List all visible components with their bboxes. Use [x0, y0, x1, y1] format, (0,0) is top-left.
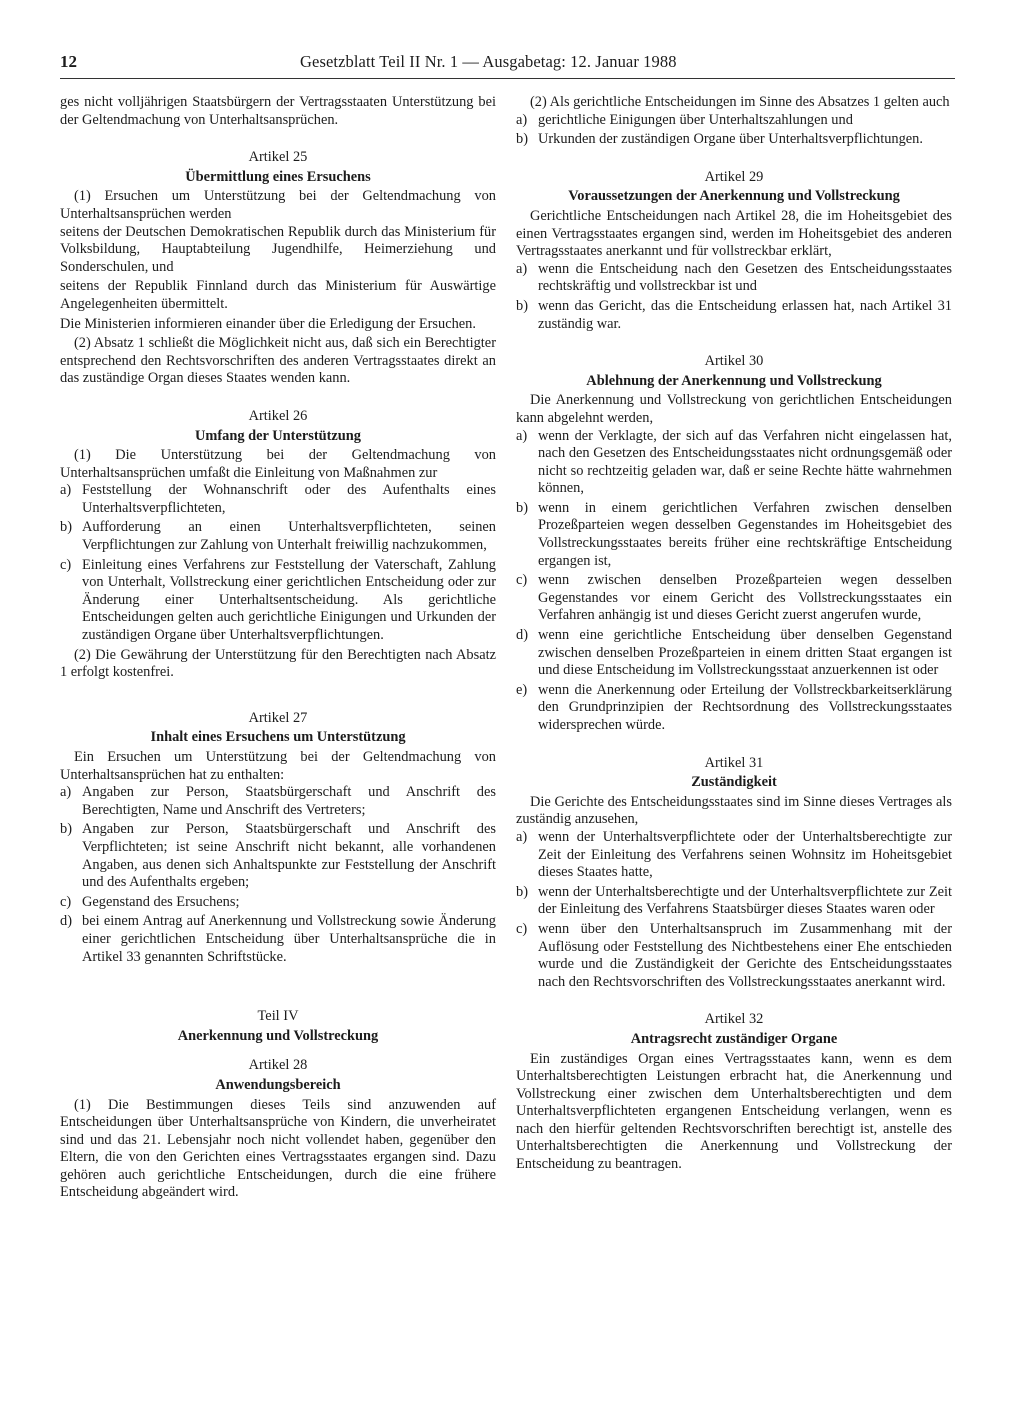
article-heading: Artikel 28 — [248, 1057, 308, 1074]
list-text: Angaben zur Person, Staatsbürgerschaft und Anschrift des Berechtigten, Name und Anschrift des Vertreters; — [82, 784, 496, 818]
article-heading: Artikel 30 — [704, 353, 764, 370]
list-item — [60, 821, 496, 891]
list-label: b) — [60, 821, 72, 838]
paragraph: Die Gerichte des Entscheidungsstaates sind im Sinne dieses Vertrages als zuständig anzusehen, — [516, 793, 952, 828]
list-item — [516, 572, 952, 625]
list-text: Gegenstand des Ersuchens; — [82, 893, 240, 910]
list-item — [60, 557, 496, 645]
article-25 — [60, 149, 496, 388]
list-text: wenn in einem gerichtlichen Verfahren zwischen denselben Prozeßparteien wegen desselben Gegenstandes im Hoheitsgebiet des Vollstreckungsstaates bereits früher eine rechtskräftige Entscheidung ergangen ist, — [538, 499, 952, 569]
list-text: bei einem Antrag auf Anerkennung und Vollstreckung sowie Änderung einer gerichtlichen Entscheidung über Unterhaltsansprüche die in Artikel 33 genannten Schriftstücke. — [82, 913, 496, 965]
paragraph: Die Ministerien informieren einander über die Erledigung der Ersuchen. — [60, 315, 476, 332]
paragraph: (1) Ersuchen um Unterstützung bei der Geltendmachung von Unterhaltsansprüchen werden — [60, 188, 496, 222]
page-number: 12 — [60, 52, 77, 71]
paragraph: Ein Ersuchen um Unterstützung bei der Geltendmachung von Unterhaltsansprüchen hat zu enthalten: — [60, 749, 496, 783]
list-label: b) — [60, 519, 72, 536]
list-text: wenn eine gerichtliche Entscheidung über denselben Gegenstand zwischen denselben Prozeßparteien in einem dritten Staat ergangen ist und diese Entscheidung im Vollstreckungsstaat anzuerkennen ist oder — [538, 627, 952, 679]
list-item — [516, 884, 952, 919]
list-text: wenn der Unterhaltsberechtigte und der Unterhaltsverpflichtete zur Zeit der Einleitung des Verfahrens Staatsbürger dieses Staates waren oder — [538, 883, 952, 918]
paragraph: (2) Die Gewährung der Unterstützung für den Berechtigten nach Absatz 1 erfolgt kostenfrei. — [60, 646, 496, 681]
article-title: Umfang der Unterstützung — [194, 427, 362, 444]
list-label: a) — [516, 111, 528, 128]
article-32 — [516, 1011, 952, 1173]
article-heading: Artikel 27 — [248, 709, 308, 726]
list-item — [516, 428, 952, 498]
left-column — [60, 94, 496, 1204]
list-label: b) — [516, 883, 528, 900]
paragraph: Die Anerkennung und Vollstreckung von gerichtlichen Entscheidungen kann abgelehnt werden, — [516, 392, 952, 426]
part-heading: Teil IV — [257, 1008, 299, 1025]
paragraph: (1) Die Bestimmungen dieses Teils sind anzuwenden auf Entscheidungen über Unterhaltsansprüche von Kindern, die unverheiratet sind und das 21. Lebensjahr noch nicht vollendet haben, gegenüber den Eltern, die von den Gerichten eines Vertragsstaates ergangen sind. Dazu gehören auch gerichtliche Entscheidungen, durch die eine frühere Entscheidung abgeändert wird. — [60, 1096, 496, 1201]
article-title: Ablehnung der Anerkennung und Vollstreckung — [586, 372, 882, 389]
list-text: Urkunden der zuständigen Organe über Unterhaltsverpflichtungen. — [538, 131, 923, 148]
list-text: gerichtliche Einigungen über Unterhaltszahlungen und — [538, 111, 853, 128]
list-item — [516, 829, 952, 882]
list-text: wenn der Unterhaltsverpflichtete oder der Unterhaltsberechtigte zur Zeit der Einleitung des Verfahrens seinen Wohnsitz im Hoheitsgebiet dieses Staates hatte, — [538, 828, 952, 881]
list-label: b) — [516, 499, 528, 516]
list-text: wenn zwischen denselben Prozeßparteien wegen desselben Gegenstandes vor einem Gericht des Vollstreckungsstaates ein Verfahren anhängig ist und dieses Gericht zuerst angerufen wurde, — [538, 572, 952, 624]
list-label: a) — [516, 260, 528, 277]
paragraph: (2) Absatz 1 schließt die Möglichkeit nicht aus, daß sich ein Berechtigter entsprechend den Rechtsvorschriften des anderen Vertragsstaates direkt an das zuständige Organ dieses Staates wenden kann. — [60, 335, 496, 387]
article-title: Voraussetzungen der Anerkennung und Vollstreckung — [568, 188, 900, 205]
list-label: b) — [516, 131, 528, 148]
list-item — [60, 784, 496, 819]
article-title: Übermittlung eines Ersuchens — [185, 168, 371, 185]
list-item — [516, 261, 952, 296]
article-heading: Artikel 26 — [248, 407, 308, 424]
list-text: wenn der Verklagte, der sich auf das Verfahren nicht eingelassen hat, nach den Gesetzen des Entscheidungsstaates nicht ordnungsgemäß oder nicht so rechtzeitig geladen war, daß er seine Rechte hätte wahrnehmen können, — [538, 427, 952, 497]
header-divider — [60, 78, 955, 79]
article-heading: Artikel 29 — [704, 168, 764, 185]
paragraph: Ein zuständiges Organ eines Vertragsstaates kann, wenn es dem Unterhaltsberechtigten Leistungen erbracht hat, die Anerkennung und Vollstreckung einer zwischen dem Unterhaltsberechtigten und dem Unterhaltsverpflichteten ergangenen Entscheidung verlangen, wenn es nach den hierfür geltenden Rechtsvorschriften berechtigt ist, anstelle des Unterhaltsberechtigten die Anerkennung und Vollstreckung der Entscheidung zu beantragen. — [516, 1050, 952, 1173]
list-label: d) — [516, 627, 528, 644]
paragraph: (2) Als gerichtliche Entscheidungen im Sinne des Absatzes 1 gelten auch — [530, 94, 950, 110]
list-item — [516, 921, 952, 991]
article-heading: Artikel 31 — [704, 754, 764, 771]
page-header — [60, 52, 710, 76]
right-column — [516, 94, 952, 1176]
list-item — [516, 131, 952, 149]
enumerated-list — [516, 261, 952, 333]
list-item — [60, 894, 496, 912]
enumerated-list — [516, 112, 952, 149]
article-31 — [516, 755, 952, 992]
list-label: b) — [516, 297, 528, 314]
list-text: Angaben zur Person, Staatsbürgerschaft und Anschrift des Verpflichteten; ist seine Anschrift nicht bekannt, alle vorhandenen Angaben, aus denen sich Anhaltspunkte zur Feststellung der Anschrift und des Aufenthalts ergeben; — [82, 821, 496, 891]
list-text: wenn die Anerkennung oder Erteilung der Vollstreckbarkeitserklärung den Grundprinzipien der Rechtsordnung des Vollstreckungsstaates widersprechen würde. — [538, 681, 952, 733]
article-title: Anwendungsbereich — [215, 1076, 341, 1093]
enumerated-list — [516, 428, 952, 735]
article-30 — [516, 353, 952, 734]
enumerated-list — [60, 784, 496, 966]
list-label: e) — [516, 681, 528, 698]
gazette-title: Gesetzblatt Teil II Nr. 1 — Ausgabetag: 12. Januar 1988 — [300, 52, 677, 71]
list-item — [60, 482, 496, 517]
enumerated-list — [516, 829, 952, 991]
list-label: c) — [60, 556, 72, 573]
list-item — [60, 519, 496, 554]
article-heading: Artikel 32 — [704, 1011, 764, 1028]
article-27 — [60, 710, 496, 966]
list-label: a) — [60, 482, 72, 499]
list-label: c) — [516, 572, 528, 589]
list-label: a) — [516, 427, 528, 444]
list-text: wenn über den Unterhaltsanspruch im Zusammenhang mit der Auflösung oder Feststellung des Nichtbestehens einer Ehe entschieden wurde und die Zuständigkeit der Gerichte des Entscheidungsstaates nach den Rechtsvorschriften des Vollstreckungsstaates anerkannt wird. — [538, 920, 952, 990]
list-item — [516, 627, 952, 680]
paragraph: seitens der Deutschen Demokratischen Republik durch das Ministerium für Volksbildung, Hauptabteilung Jugendhilfe, Heimerziehung und Sonderschulen, und — [60, 223, 496, 275]
list-label: d) — [60, 913, 72, 930]
part-4 — [60, 1008, 496, 1045]
article-28 — [60, 1057, 496, 1202]
article-28-continued — [516, 94, 952, 149]
list-item — [516, 112, 952, 130]
enumerated-list — [60, 482, 496, 644]
list-text: wenn die Entscheidung nach den Gesetzen des Entscheidungsstaates rechtskräftig und vollstreckbar ist und — [538, 260, 952, 295]
list-text: Einleitung eines Verfahrens zur Feststellung der Vaterschaft, Zahlung von Unterhalt, Vollstreckung einer gerichtlichen Entscheidung oder zur Änderung einer Unterhaltsentscheidung. Als gerichtliche Entscheidungen gelten auch gerichtliche Einigungen und Urkunden der zuständigen Organe über Unterhaltsverpflichtungen. — [82, 556, 496, 644]
list-text: Feststellung der Wohnanschrift oder des Aufenthalts eines Unterhaltsverpflichteten, — [82, 482, 496, 516]
list-item — [516, 500, 952, 570]
list-label: a) — [516, 828, 528, 845]
list-label: a) — [60, 784, 72, 801]
continued-paragraph: ges nicht volljährigen Staatsbürgern der Vertragsstaaten Unterstützung bei der Geltendmachung von Unterhaltsansprüchen. — [60, 94, 496, 128]
part-title: Anerkennung und Vollstreckung — [177, 1027, 379, 1044]
paragraph: seitens der Republik Finnland durch das Ministerium für Auswärtige Angelegenheiten übermittelt. — [60, 278, 496, 312]
article-title: Zuständigkeit — [691, 774, 777, 791]
list-item — [516, 682, 952, 735]
list-label: c) — [60, 893, 72, 910]
list-text: Aufforderung an einen Unterhaltsverpflichteten, seinen Verpflichtungen zur Zahlung von Unterhalt freiwillig nachzukommen, — [82, 519, 496, 554]
article-26 — [60, 408, 496, 682]
article-title: Antragsrecht zuständiger Organe — [630, 1030, 838, 1047]
article-heading: Artikel 25 — [248, 149, 308, 166]
article-29 — [516, 169, 952, 333]
list-item — [60, 913, 496, 966]
list-label: c) — [516, 920, 528, 937]
paragraph: Gerichtliche Entscheidungen nach Artikel 28, die im Hoheitsgebiet des einen Vertragsstaates ergangen sind, werden im Hoheitsgebiet des anderen Vertragsstaates anerkannt und für vollstreckbar erklärt, — [516, 207, 952, 260]
article-title: Inhalt eines Ersuchens um Unterstützung — [150, 729, 406, 746]
paragraph: (1) Die Unterstützung bei der Geltendmachung von Unterhaltsansprüchen umfaßt die Einleitung von Maßnahmen zur — [60, 447, 496, 481]
list-text: wenn das Gericht, das die Entscheidung erlassen hat, nach Artikel 31 zuständig war. — [538, 297, 952, 332]
list-item — [516, 298, 952, 333]
